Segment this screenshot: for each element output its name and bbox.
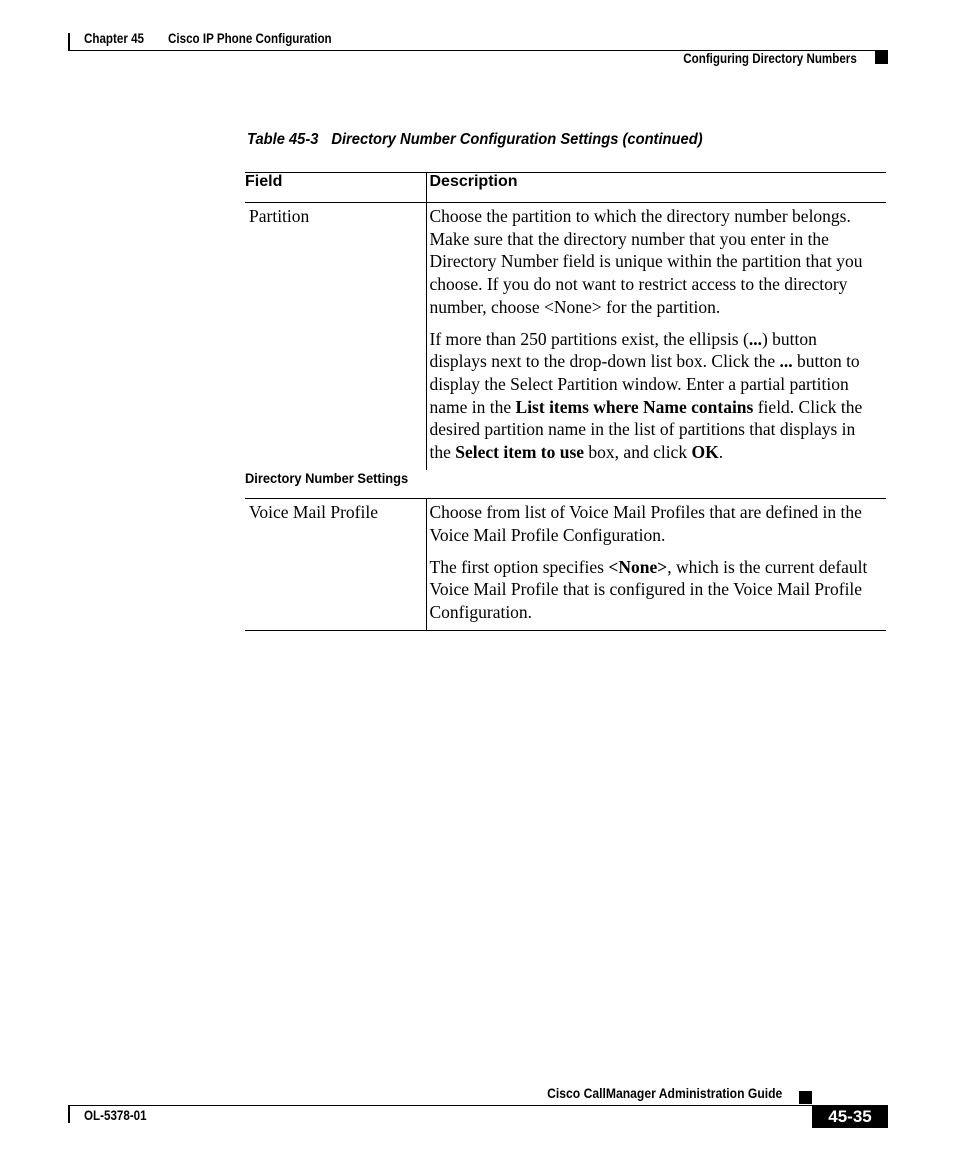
header-square-marker xyxy=(875,51,888,64)
footer-guide-title: Cisco CallManager Administration Guide xyxy=(546,1086,782,1101)
table-row-voice-mail-profile xyxy=(245,499,886,631)
header-chapter-title: Cisco IP Phone Configuration xyxy=(168,31,332,46)
table-caption-title: Directory Number Configuration Settings (continued) xyxy=(331,131,703,148)
column-header-description: Description xyxy=(426,173,886,203)
directory-number-settings-table xyxy=(245,172,886,631)
partition-description-p1: Choose the partition to which the directory number belongs. Make sure that the directory number that you enter in the Directory Number field is unique within the partition that you choose. If you do not want to restrict access to the directory number, choose <None> for the partition. xyxy=(429,206,863,317)
field-voice-mail-profile: Voice Mail Profile xyxy=(245,499,426,631)
header-section-title: Configuring Directory Numbers xyxy=(683,51,857,66)
header-left-bar xyxy=(68,33,70,50)
field-partition: Partition xyxy=(249,206,310,226)
voice-mail-description-p1: Choose from list of Voice Mail Profiles that are defined in the Voice Mail Profile Configuration. xyxy=(429,502,862,545)
table-section-row xyxy=(245,470,886,499)
section-heading-directory-number-settings: Directory Number Settings xyxy=(245,470,886,499)
footer-square-marker xyxy=(799,1091,812,1104)
column-header-field: Field xyxy=(245,173,426,203)
description-partition xyxy=(426,203,886,470)
footer-doc-number: OL-5378-01 xyxy=(84,1108,147,1123)
header-chapter: Chapter 45 xyxy=(84,31,145,46)
table-caption xyxy=(247,131,703,149)
table-row-partition xyxy=(245,203,886,470)
partition-description-p2: If more than 250 partitions exist, the ellipsis (...) button displays next to the drop-down list box. Click the ... button to display the Select Partition window. Enter a partial partition name in the List items where Name contains field. Click the desired partition name in the list of partitions that displays in the Select item to use box, and click OK. xyxy=(429,328,863,463)
voice-mail-description-p2: The first option specifies <None>, which is the current default Voice Mail Profile that is configured in the Voice Mail Profile Configuration. xyxy=(429,556,868,623)
footer-page-number: 45-35 xyxy=(812,1106,888,1128)
footer-rule xyxy=(68,1105,888,1106)
description-voice-mail-profile xyxy=(426,499,886,631)
table-caption-label: Table 45-3 xyxy=(247,131,319,148)
footer-left-bar xyxy=(68,1106,70,1123)
table-header-row xyxy=(245,173,886,203)
